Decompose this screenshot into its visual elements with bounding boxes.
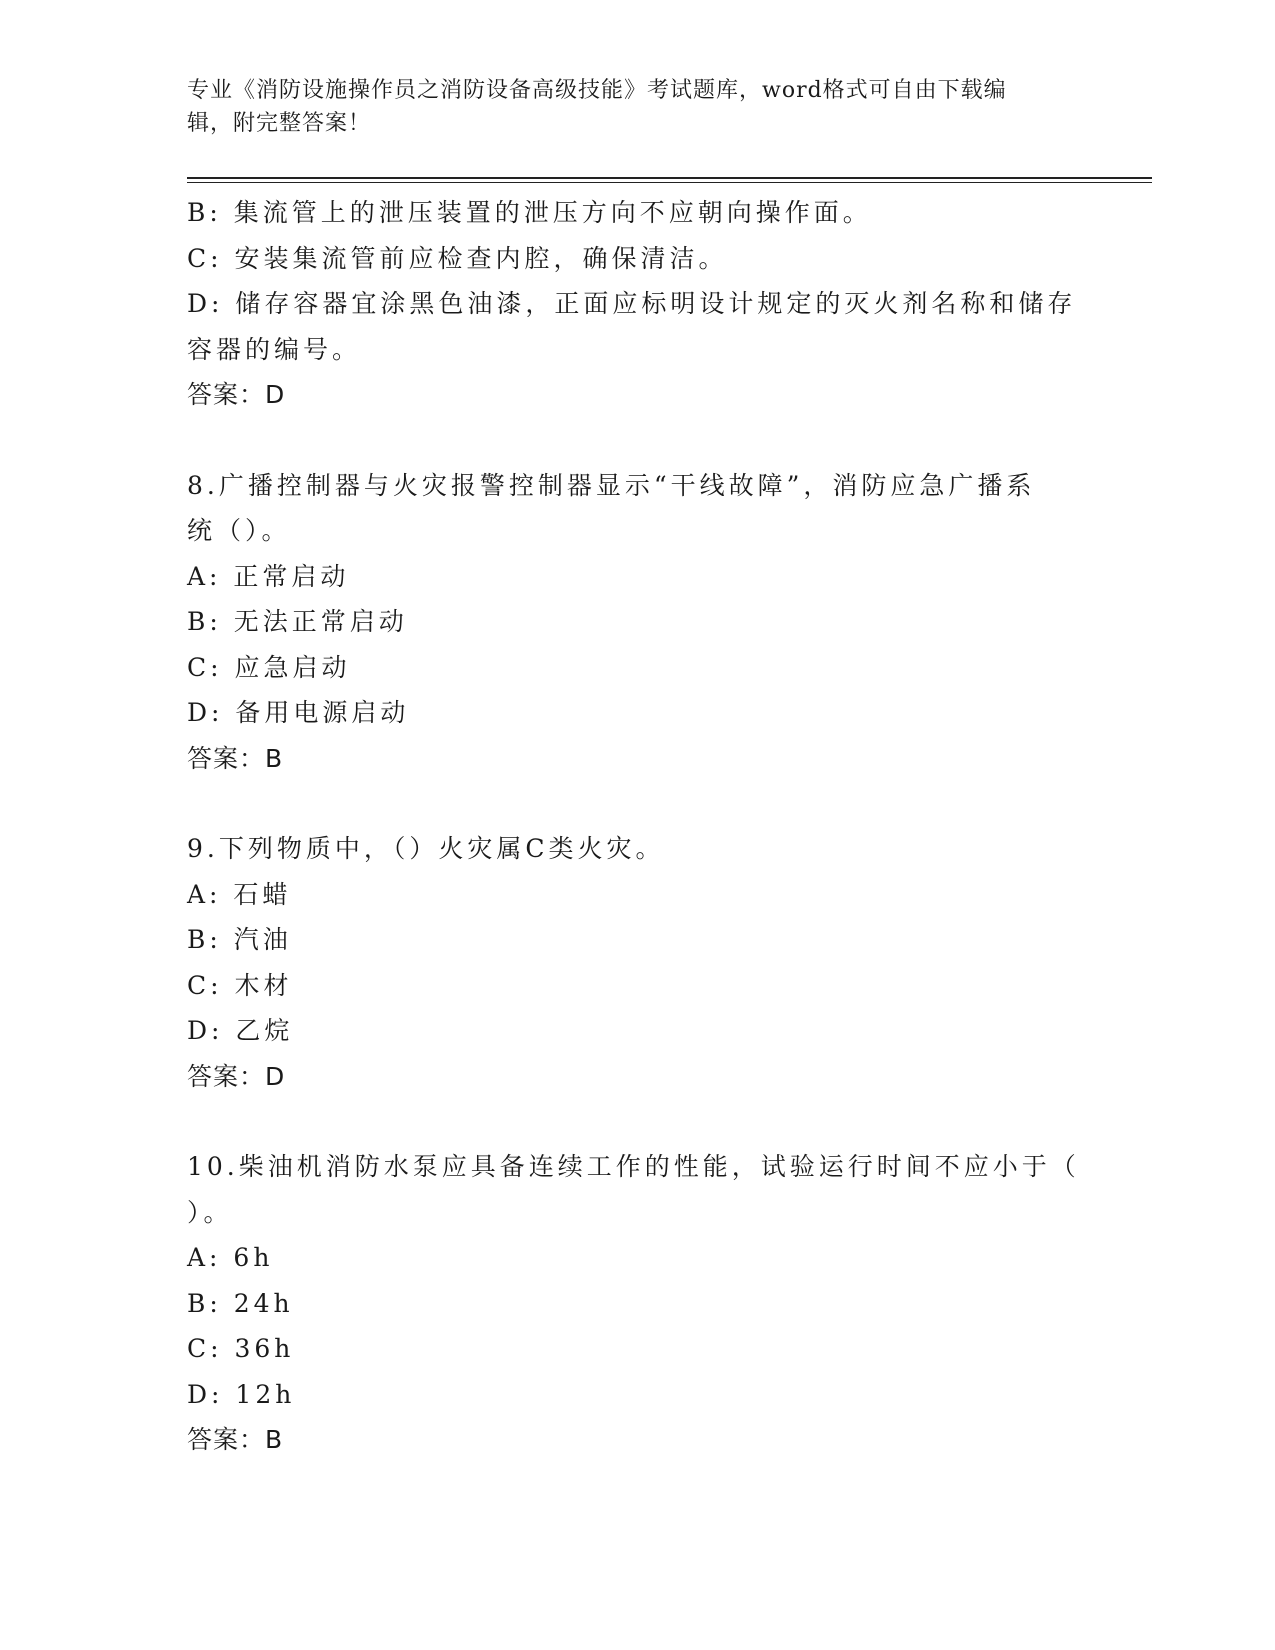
option-b: B: 汽油 xyxy=(187,925,292,954)
option-d-continued: 容器的编号。 xyxy=(187,334,362,364)
spacer xyxy=(187,1099,1087,1144)
option-b: B: 无法正常启动 xyxy=(187,607,408,636)
answer: 答案：D xyxy=(187,380,286,409)
document-header xyxy=(187,74,1067,140)
answer: 答案：B xyxy=(187,743,284,773)
option-a: A: 6h xyxy=(187,1243,274,1272)
question-7-continued xyxy=(187,190,1077,418)
question-8 xyxy=(187,463,1067,782)
header-divider-thick xyxy=(187,177,1152,179)
option-c: C: 应急启动 xyxy=(187,652,351,682)
option-d: D: 12h xyxy=(187,1379,296,1409)
question-10 xyxy=(187,1144,1080,1463)
question-stem: 9.下列物质中，（）火灾属C类火灾。 xyxy=(187,834,665,863)
option-d: D: 备用电源启动 xyxy=(187,698,410,727)
question-list xyxy=(187,190,1087,1463)
spacer xyxy=(187,781,1087,826)
question-stem: 8.广播控制器与火灾报警控制器显示“干线故障”，消防应急广播系 xyxy=(187,470,1036,500)
option-d: D: 乙烷 xyxy=(187,1016,294,1045)
option-a: A: 石蜡 xyxy=(187,879,292,909)
option-c: C: 安装集流管前应检查内腔，确保清洁。 xyxy=(187,243,728,273)
option-b: B: 集流管上的泄压装置的泄压方向不应朝向操作面。 xyxy=(187,198,872,227)
header-line-1: 专业《消防设施操作员之消防设备高级技能》考试题库，word格式可自由下载编 xyxy=(187,78,1007,103)
option-c: C: 木材 xyxy=(187,970,293,1000)
answer: 答案：B xyxy=(187,1425,284,1454)
option-b: B: 24h xyxy=(187,1288,294,1318)
question-stem-continued: ）。 xyxy=(187,1197,233,1227)
option-a: A: 正常启动 xyxy=(187,561,350,591)
header-line-2: 辑，附完整答案！ xyxy=(187,111,372,136)
question-9 xyxy=(187,826,1067,1099)
option-d: D: 储存容器宜涂黑色油漆，正面应标明设计规定的灭火剂名称和储存 xyxy=(187,289,1077,318)
question-stem: 10.柴油机消防水泵应具备连续工作的性能，试验运行时间不应小于（ xyxy=(187,1152,1080,1181)
answer: 答案：D xyxy=(187,1061,286,1091)
spacer xyxy=(187,418,1087,463)
option-c: C: 36h xyxy=(187,1334,295,1363)
question-stem-continued: 统（）。 xyxy=(187,516,291,545)
header-divider-thin xyxy=(187,182,1152,183)
